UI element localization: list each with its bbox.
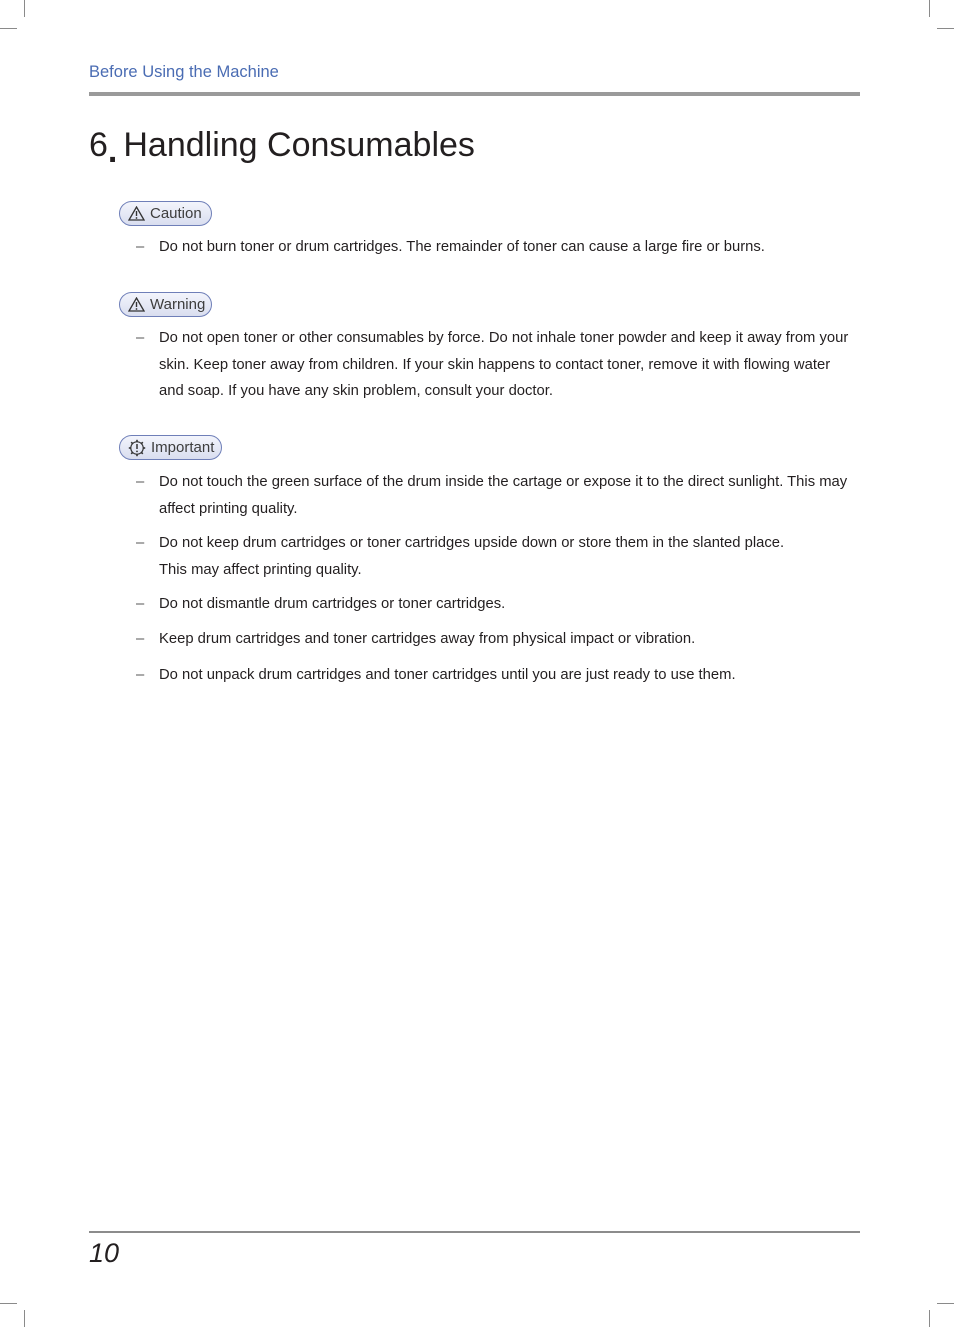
caution-badge — [119, 201, 212, 226]
list-dash: – — [136, 535, 145, 551]
important-item — [136, 469, 860, 522]
header-rule — [89, 92, 860, 96]
crop-mark — [937, 28, 954, 29]
chapter-heading — [89, 126, 475, 170]
crop-mark — [937, 1303, 954, 1304]
important-item-text: Keep drum cartridges and toner cartridges away from physical impact or vibration. — [159, 631, 696, 647]
footer-rule — [89, 1231, 860, 1233]
warning-item — [136, 325, 856, 405]
important-badge — [119, 435, 222, 460]
caution-item-text: Do not burn toner or drum cartridges. The remainder of toner can cause a large fire or burns. — [159, 239, 765, 255]
warning-label: Warning — [150, 296, 206, 313]
important-item-text: Do not touch the green surface of the drum inside the cartage or expose it to the direct sunlight. This may affect printing quality. — [159, 474, 848, 517]
caution-item — [136, 234, 860, 261]
important-item — [136, 530, 796, 583]
important-item — [136, 591, 860, 618]
crop-mark — [24, 0, 25, 17]
chapter-dot: . — [107, 132, 118, 170]
chapter-title: Handling Consumables — [123, 126, 475, 164]
page-number: 10 — [89, 1238, 120, 1268]
important-label: Important — [151, 439, 215, 456]
crop-mark — [929, 0, 930, 17]
important-item-text: Do not unpack drum cartridges and toner cartridges until you are just ready to use them. — [159, 667, 736, 683]
running-header: Before Using the Machine — [89, 63, 279, 81]
list-dash: – — [136, 631, 145, 647]
important-item-text: Do not dismantle drum cartridges or toner cartridges. — [159, 596, 506, 612]
warning-item-text: Do not open toner or other consumables by force. Do not inhale toner powder and keep it away from your skin. Keep toner away from children. If your skin happens to contact toner, remove it with flowing water and soap. If you have any skin problem, consult your doctor. — [159, 330, 849, 399]
important-item — [136, 662, 860, 689]
list-dash: – — [136, 667, 145, 683]
list-dash: – — [136, 596, 145, 612]
list-dash: – — [136, 474, 145, 490]
crop-mark — [24, 1310, 25, 1327]
warning-triangle-icon — [128, 206, 145, 221]
list-dash: – — [136, 330, 145, 346]
crop-mark — [0, 1303, 17, 1304]
important-gear-icon — [128, 439, 146, 457]
important-item-text: Do not keep drum cartridges or toner cartridges upside down or store them in the slanted place. This may affect printing quality. — [159, 535, 785, 578]
warning-badge — [119, 292, 212, 317]
crop-mark — [0, 28, 17, 29]
important-item — [136, 626, 860, 653]
list-dash: – — [136, 239, 145, 255]
chapter-number: 6 — [89, 126, 108, 164]
caution-label: Caution — [150, 205, 202, 222]
crop-mark — [929, 1310, 930, 1327]
warning-triangle-icon — [128, 297, 145, 312]
